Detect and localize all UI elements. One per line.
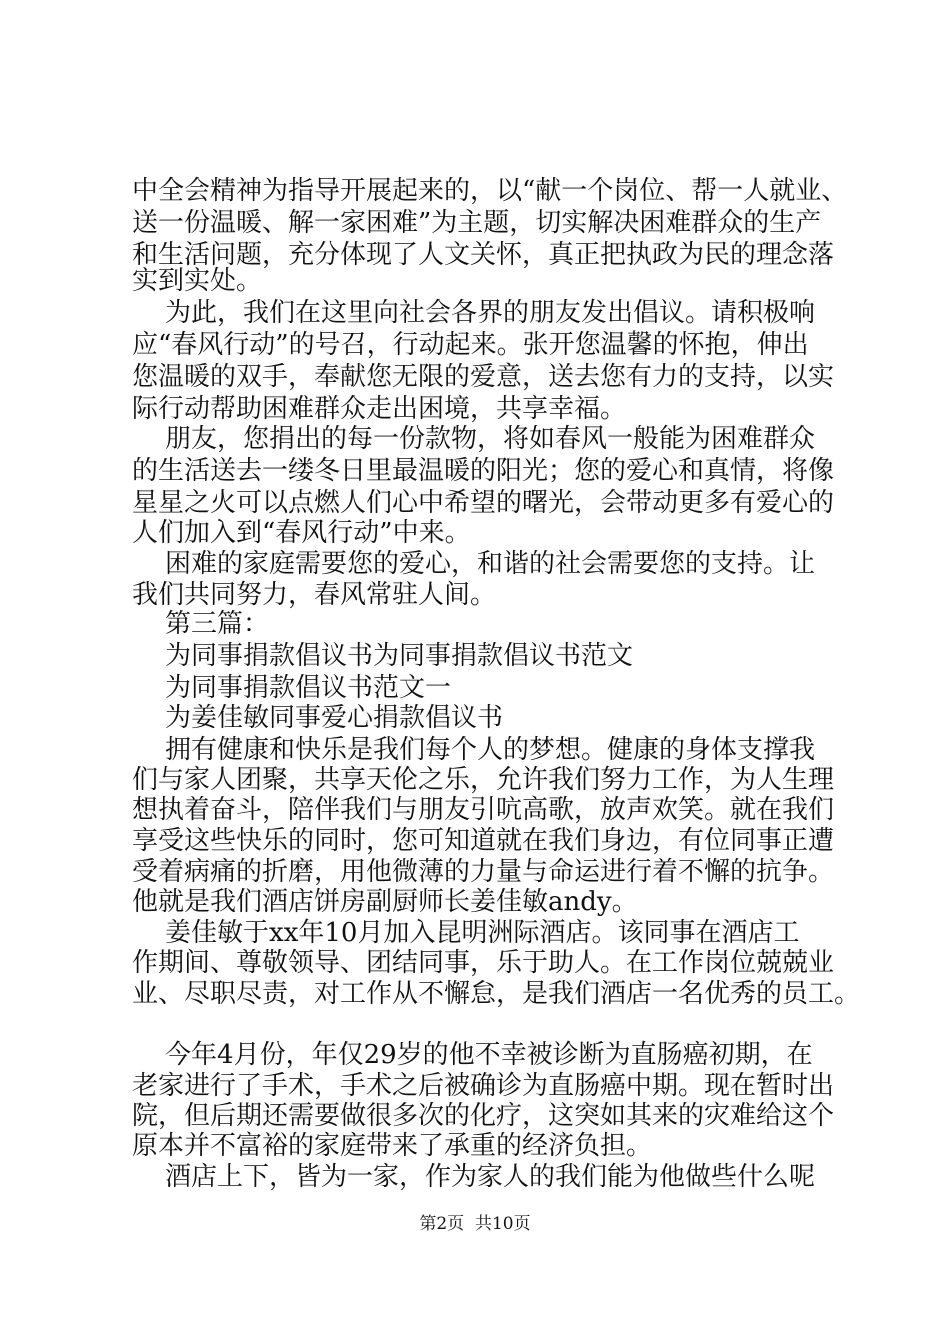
paragraph-line: 享受这些快乐的同时，您可知道就在我们身边，有位同事正遭	[132, 826, 835, 856]
paragraph-line: 今年4月份，年仅29岁的他不幸被诊断为直肠癌初期，在	[132, 1040, 813, 1070]
paragraph-line: 想执着奋斗，陪伴我们与朋友引吭高歌，放声欢笑。就在我们	[132, 795, 835, 825]
paragraph-line: 们与家人团聚，共享天伦之乐，允许我们努力工作，为人生理	[132, 765, 835, 795]
paragraph-line: 应“春风行动”的号召，行动起来。张开您温馨的怀抱，伸出	[132, 330, 809, 360]
paragraph-line: 我们共同努力，春风常驻人间。	[132, 580, 497, 610]
paragraph-line: 老家进行了手术，手术之后被确诊为直肠癌中期。现在暂时出	[132, 1071, 835, 1101]
document-title: 为同事捐款倡议书为同事捐款倡议书范文	[132, 641, 634, 671]
paragraph-line: 和生活问题，充分体现了人文关怀，真正把执政为民的理念落	[132, 240, 835, 270]
page-footer: 第2页 共10页	[419, 1214, 531, 1234]
paragraph-line: 朋友，您捐出的每一份款物，将如春风一般能为困难群众	[132, 424, 816, 454]
paragraph-line: 他就是我们酒店饼房副厨师长姜佳敏andy。	[132, 887, 638, 917]
paragraph-line: 送一份温暖、解一家困难”为主题，切实解决困难群众的生产	[132, 208, 822, 238]
paragraph-line: 作期间、尊敬领导、团结同事，乐于助人。在工作岗位兢兢业	[132, 948, 835, 978]
paragraph-line: 困难的家庭需要您的爱心，和谐的社会需要您的支持。让	[132, 549, 816, 579]
paragraph-line: 酒店上下，皆为一家，作为家人的我们能为他做些什么呢	[132, 1162, 816, 1192]
paragraph-line: 您温暖的双手，奉献您无限的爱意，送去您有力的支持，以实	[132, 362, 835, 392]
paragraph-line: 姜佳敏于xx年10月加入昆明洲际酒店。该同事在酒店工	[132, 918, 800, 948]
paragraph-line: 实到实处。	[132, 266, 263, 296]
paragraph-line: 业、尽职尽责，对工作从不懈怠，是我们酒店一名优秀的员工。	[132, 979, 861, 1009]
paragraph-line: 原本并不富裕的家庭带来了承重的经济负担。	[132, 1131, 653, 1161]
paragraph-line: 为此，我们在这里向社会各界的朋友发出倡议。请积极响	[132, 298, 816, 328]
document-subtitle: 为同事捐款倡议书范文一	[132, 673, 452, 703]
section-heading: 第三篇：	[132, 609, 270, 639]
paragraph-line: 际行动帮助困难群众走出困境，共享幸福。	[132, 394, 627, 424]
paragraph-line: 受着病痛的折磨，用他微薄的力量与命运进行着不懈的抗争。	[132, 857, 835, 887]
paragraph-line: 的生活送去一缕冬日里最温暖的阳光；您的爱心和真情，将像	[132, 456, 835, 486]
paragraph-line: 人们加入到“春风行动”中来。	[132, 518, 471, 548]
paragraph-line: 星星之火可以点燃人们心中希望的曙光，会带动更多有爱心的	[132, 488, 835, 518]
paragraph-line: 中全会精神为指导开展起来的，以“献一个岗位、帮一人就业、	[132, 176, 848, 206]
document-subtitle: 为姜佳敏同事爱心捐款倡议书	[132, 703, 504, 733]
paragraph-line: 拥有健康和快乐是我们每个人的梦想。健康的身体支撑我	[132, 735, 816, 765]
paragraph-line: 院，但后期还需要做很多次的化疗，这突如其来的灾难给这个	[132, 1101, 835, 1131]
